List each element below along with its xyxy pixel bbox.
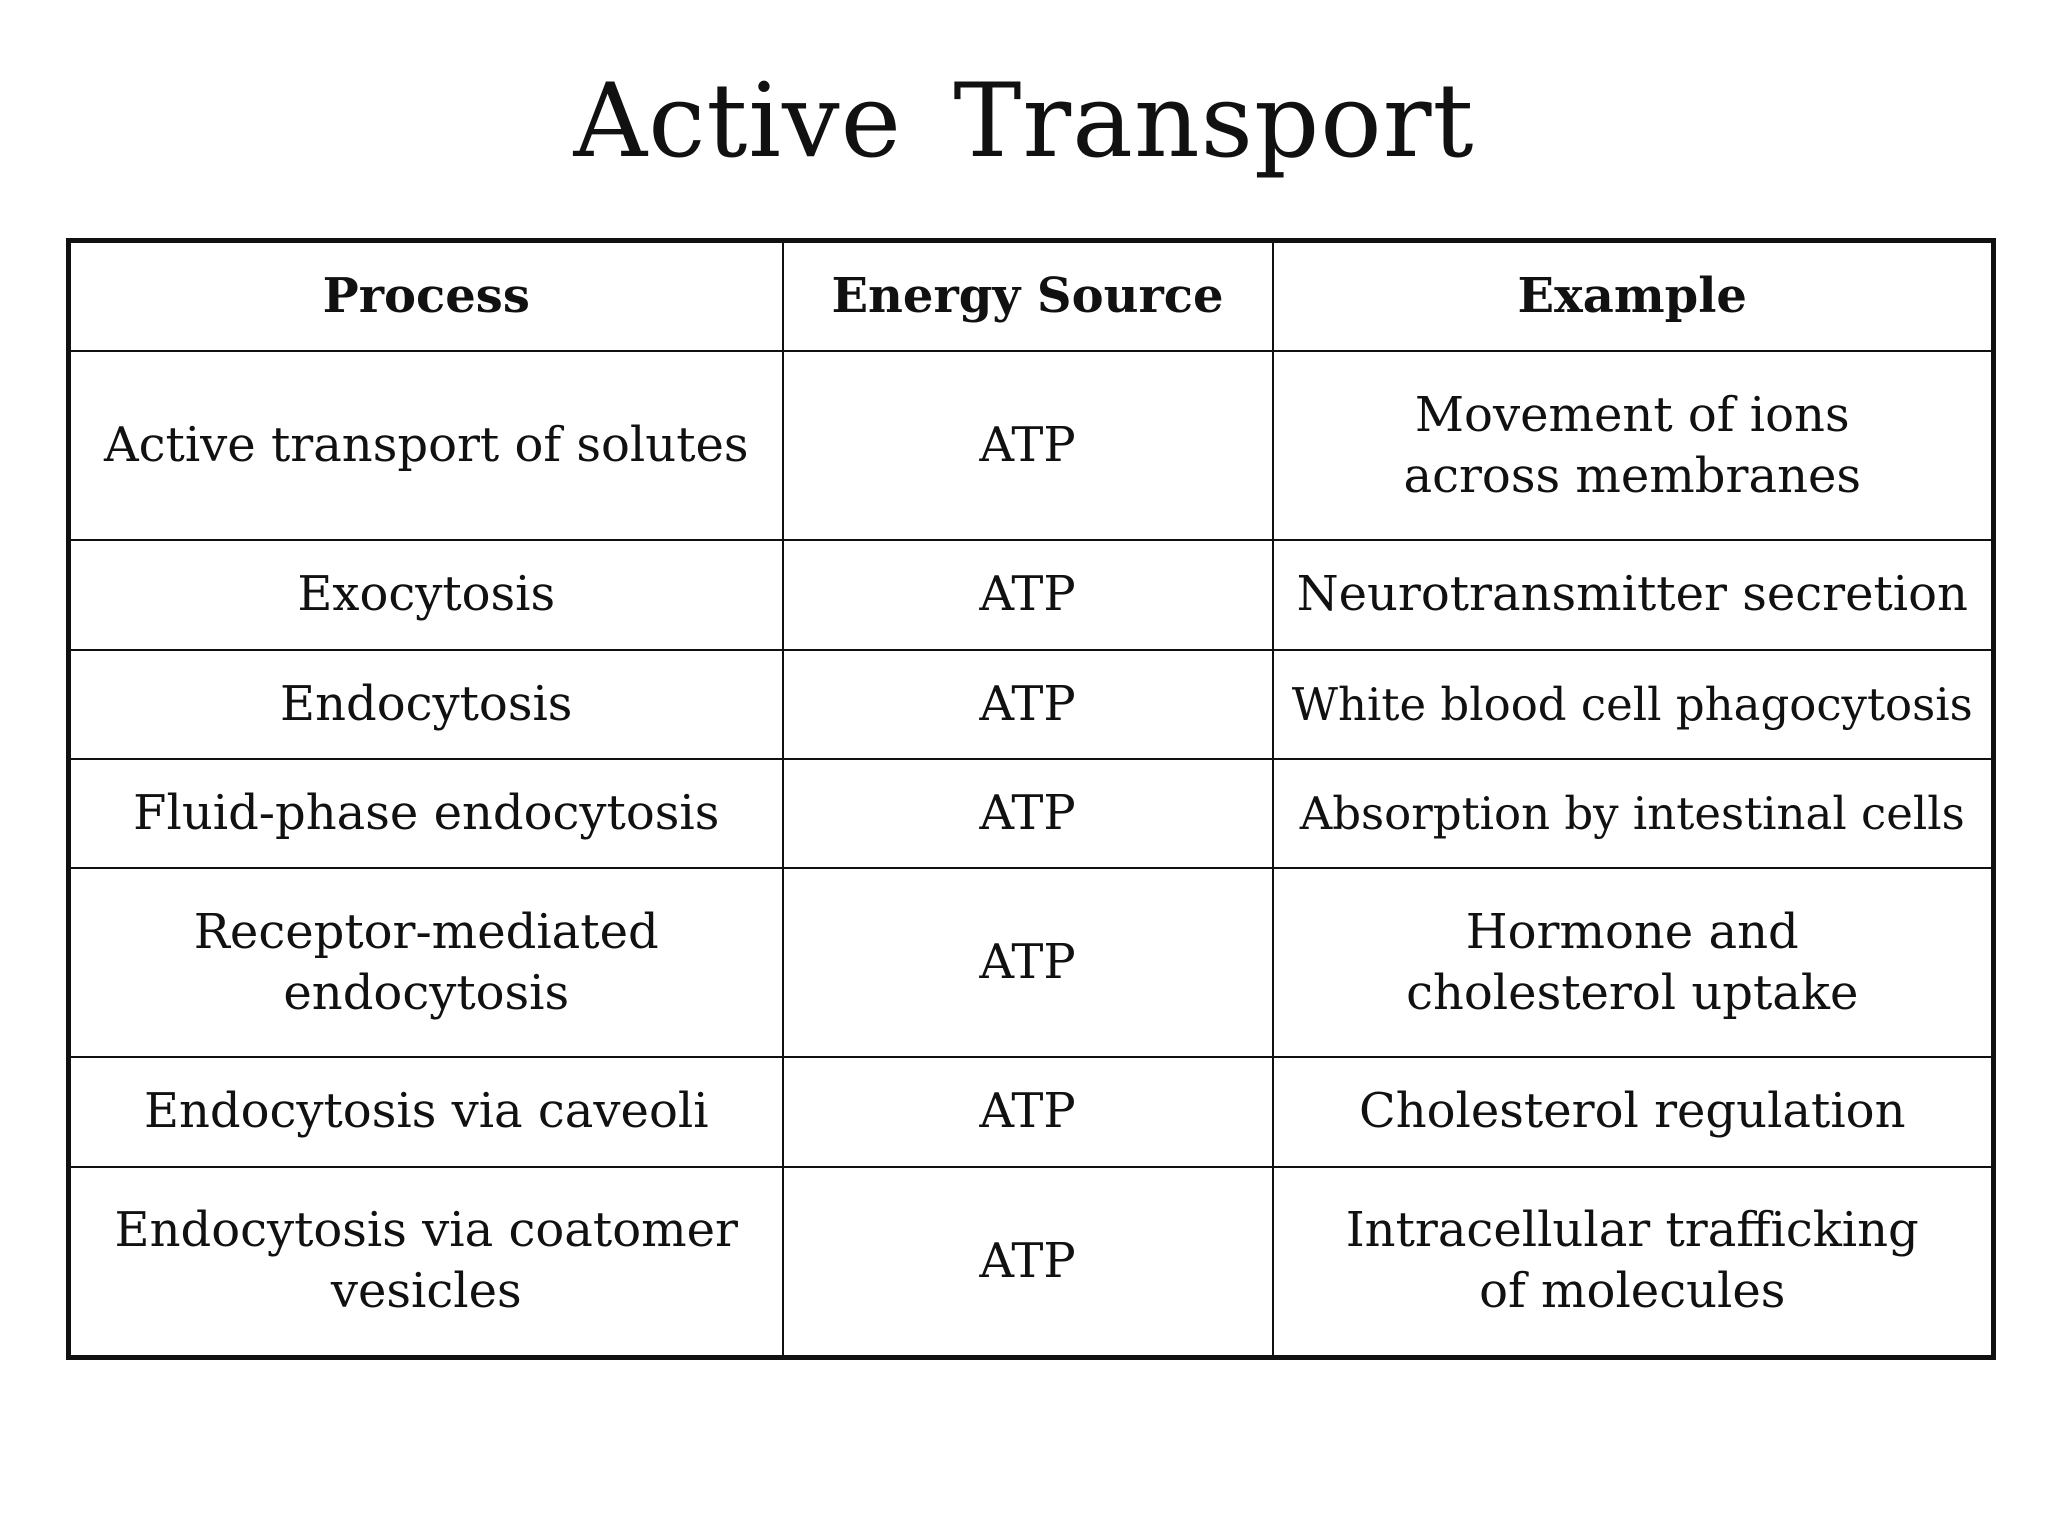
cell-example: Movement of ions across membranes (1273, 351, 1994, 540)
cell-example: White blood cell phagocytosis (1273, 650, 1994, 759)
cell-energy-source: ATP (783, 351, 1273, 540)
table-header-row (69, 241, 1994, 352)
cell-example: Neurotransmitter secretion (1273, 540, 1994, 649)
cell-example: Cholesterol regulation (1273, 1057, 1994, 1166)
cell-example: Absorption by intestinal cells (1273, 759, 1994, 868)
cell-process: Exocytosis (69, 540, 783, 649)
table-row (69, 868, 1994, 1057)
cell-energy-source: ATP (783, 759, 1273, 868)
table-row (69, 1167, 1994, 1358)
table-row (69, 759, 1994, 868)
cell-energy-source: ATP (783, 1167, 1273, 1358)
table-row (69, 1057, 1994, 1166)
header-energy-source: Energy Source (783, 241, 1273, 352)
table-row (69, 540, 1994, 649)
cell-process: Receptor-mediated endocytosis (69, 868, 783, 1057)
cell-process: Endocytosis (69, 650, 783, 759)
cell-example: Intracellular trafficking of molecules (1273, 1167, 1994, 1358)
cell-process: Fluid-phase endocytosis (69, 759, 783, 868)
cell-energy-source: ATP (783, 650, 1273, 759)
header-process: Process (69, 241, 783, 352)
cell-energy-source: ATP (783, 868, 1273, 1057)
table-row (69, 650, 1994, 759)
cell-energy-source: ATP (783, 540, 1273, 649)
cell-process: Endocytosis via caveoli (69, 1057, 783, 1166)
page-title: Active Transport (573, 62, 1475, 181)
active-transport-table (66, 238, 1996, 1360)
cell-energy-source: ATP (783, 1057, 1273, 1166)
cell-example: Hormone and cholesterol uptake (1273, 868, 1994, 1057)
cell-process: Endocytosis via coatomer vesicles (69, 1167, 783, 1358)
cell-process: Active transport of solutes (69, 351, 783, 540)
header-example: Example (1273, 241, 1994, 352)
table-row (69, 351, 1994, 540)
